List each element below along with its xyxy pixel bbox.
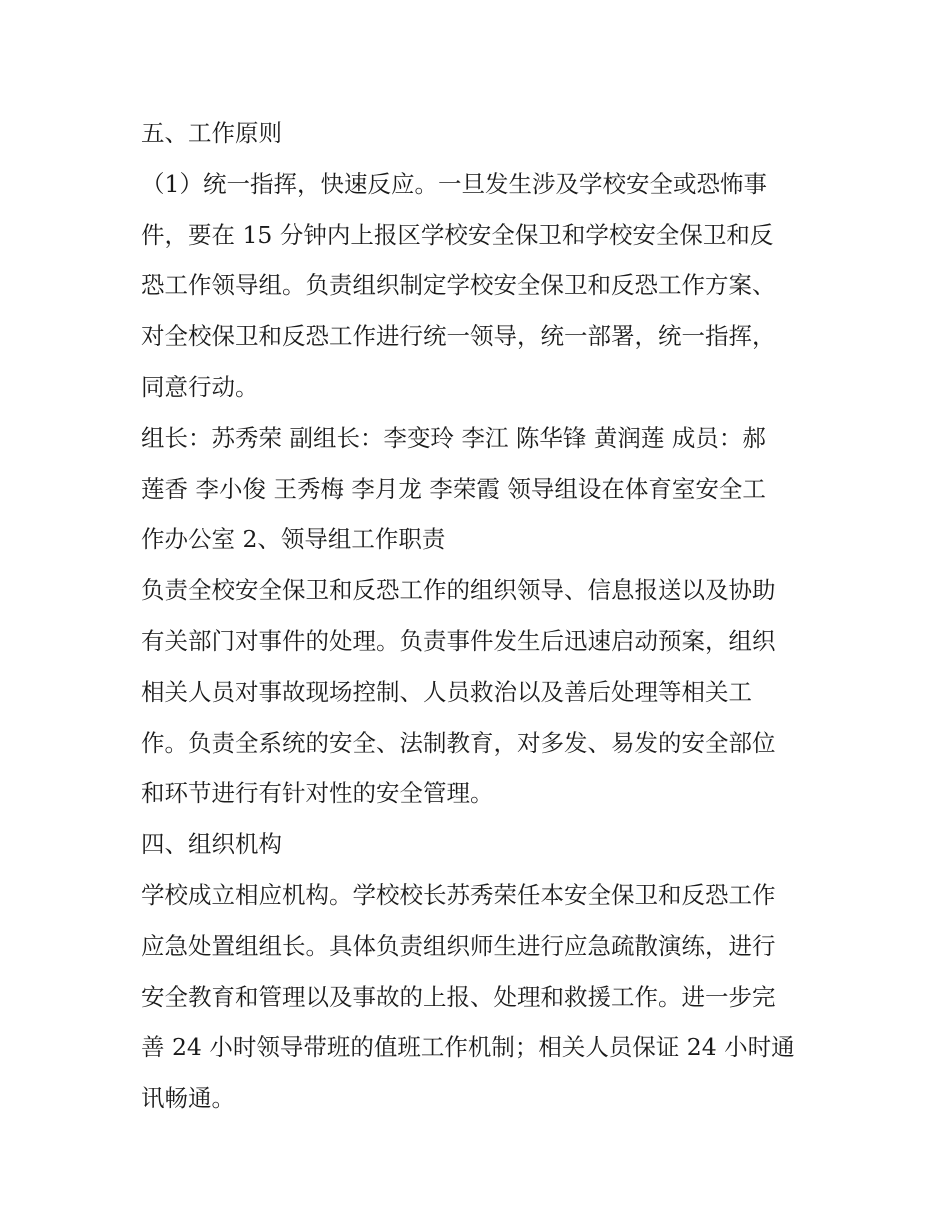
text-line: 对全校保卫和反恐工作进行统一领导，统一部署，统一指挥， (141, 322, 776, 351)
text-line: 恐工作领导组。负责组织制定学校安全保卫和反恐工作方案、 (141, 271, 776, 300)
section-heading-organization: 四、组织机构 (141, 830, 282, 859)
text-line: 件，要在 15 分钟内上报区学校安全保卫和学校安全保卫和反 (141, 220, 774, 249)
text-line: 相关人员对事故现场控制、人员救治以及善后处理等相关工 (141, 677, 752, 706)
text-line: 应急处置组组长。具体负责组织师生进行应急疏散演练，进行 (141, 931, 776, 960)
text-line: （1）统一指挥，快速反应。一旦发生涉及学校安全或恐怖事 (141, 169, 767, 198)
document-body (141, 108, 821, 1124)
text-line: 善 24 小时领导带班的值班工作机制；相关人员保证 24 小时通 (141, 1033, 795, 1062)
text-line: 负责全校安全保卫和反恐工作的组织领导、信息报送以及协助 (141, 576, 776, 605)
text-line: 有关部门对事件的处理。负责事件发生后迅速启动预案，组织 (141, 626, 776, 655)
text-line: 讯畅通。 (141, 1084, 235, 1113)
text-line: 作办公室 2、领导组工作职责 (141, 525, 446, 554)
text-line: 莲香 李小俊 王秀梅 李月龙 李荣霞 领导组设在体育室安全工 (141, 474, 766, 503)
text-line: 和环节进行有针对性的安全管理。 (141, 779, 494, 808)
text-line: 安全教育和管理以及事故的上报、处理和救援工作。进一步完 (141, 982, 776, 1011)
text-line: 作。负责全系统的安全、法制教育，对多发、易发的安全部位 (141, 728, 776, 757)
text-line: 同意行动。 (141, 372, 259, 401)
text-line: 组长：苏秀荣 副组长：李变玲 李江 陈华锋 黄润莲 成员：郝 (141, 423, 766, 452)
text-line: 学校成立相应机构。学校校长苏秀荣任本安全保卫和反恐工作 (141, 880, 776, 909)
section-heading-principles: 五、工作原则 (141, 119, 282, 147)
